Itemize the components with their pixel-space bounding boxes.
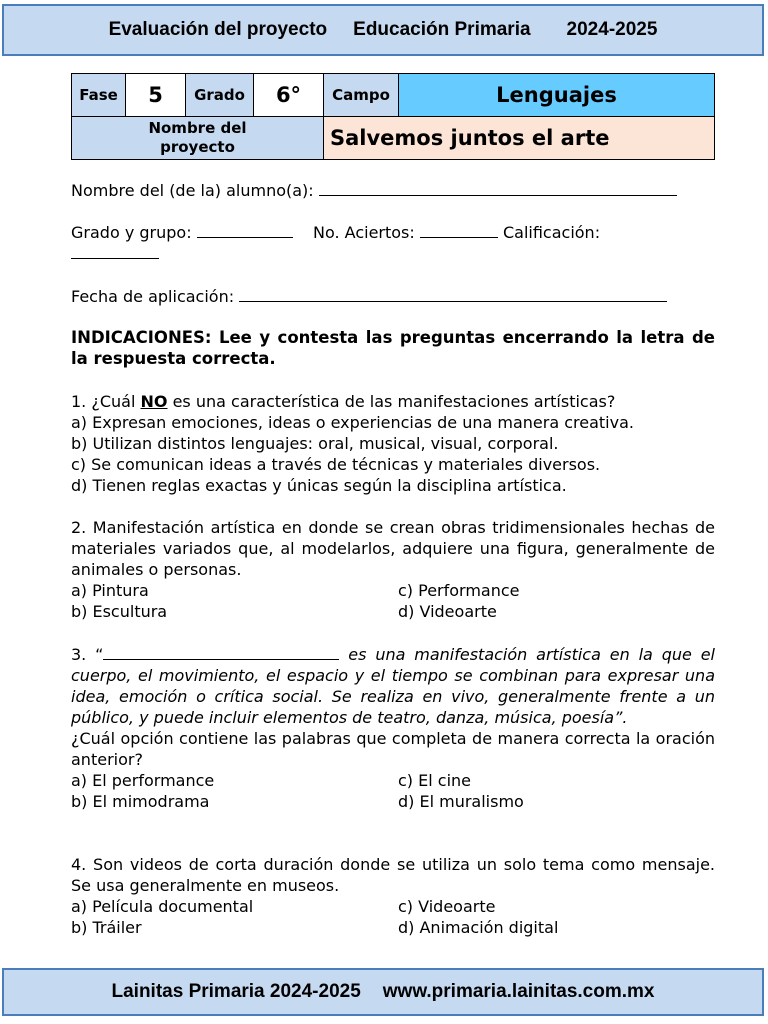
grado-grupo-label: Grado y grupo: — [71, 223, 192, 242]
q3-blank[interactable] — [103, 644, 339, 660]
q1-option-c[interactable]: c) Se comunican ideas a través de técnicas y materiales diversos. — [71, 455, 601, 474]
footer-brand: Lainitas Primaria 2024-2025 — [111, 981, 361, 1002]
question-1 — [71, 391, 715, 496]
grado-value: 6° — [254, 74, 324, 117]
proyecto-value: Salvemos juntos el arte — [324, 117, 715, 160]
grado-grupo-line — [71, 222, 715, 264]
q2-option-b[interactable]: b) Escultura — [71, 602, 168, 621]
q2-option-a[interactable]: a) Pintura — [71, 581, 149, 600]
footer-url[interactable]: www.primaria.lainitas.com.mx — [382, 981, 655, 1002]
q3-open: 3. “ — [71, 645, 104, 664]
alumno-label: Nombre del (de la) alumno(a): — [71, 181, 314, 200]
alumno-blank[interactable] — [319, 180, 677, 196]
q1-emphasis: NO — [140, 392, 168, 411]
q2-option-d[interactable]: d) Videoarte — [398, 602, 497, 621]
proyecto-label: Nombre del proyecto — [72, 117, 324, 160]
q1-option-b[interactable]: b) Utilizan distintos lenguajes: oral, musical, visual, corporal. — [71, 434, 559, 453]
header-banner — [2, 4, 764, 56]
q4-option-a[interactable]: a) Película documental — [71, 897, 254, 916]
q4-option-d[interactable]: d) Animación digital — [398, 918, 559, 937]
q3-option-a[interactable]: a) El performance — [71, 771, 215, 790]
q3-option-c[interactable]: c) El cine — [398, 771, 471, 790]
aciertos-blank[interactable] — [420, 222, 498, 238]
q1-text-pre: 1. ¿Cuál — [71, 392, 141, 411]
instructions: INDICACIONES: Lee y contesta las preguntas encerrando la letra de la respuesta correcta. — [71, 328, 715, 368]
header-title: Evaluación del proyecto — [108, 19, 328, 40]
fecha-label: Fecha de aplicación: — [71, 287, 235, 306]
q3-statement: es una manifestación artística en la que el cuerpo, el movimiento, el espacio y el tiempo se combinan para expresar una idea, emoción o crítica social. Se realiza en vivo, generalmente frente a un público, y puede incluir elementos de teatro, danza, música, poesía”. — [71, 645, 716, 727]
fase-value: 5 — [126, 74, 186, 117]
q2-text: 2. Manifestación artística en donde se crean obras tridimensionales hechas de materiales variados que, al modelarlos, adquiere una figura, generalmente de animales o personas. — [71, 518, 715, 579]
calificacion-blank[interactable] — [71, 243, 159, 259]
grado-grupo-blank[interactable] — [197, 222, 293, 238]
q3-option-b[interactable]: b) El mimodrama — [71, 792, 210, 811]
q2-option-c[interactable]: c) Performance — [398, 581, 520, 600]
alumno-line — [71, 180, 715, 201]
header-year: 2024-2025 — [566, 19, 658, 40]
q1-text-post: es una característica de las manifestaciones artísticas? — [167, 392, 616, 411]
q1-option-d[interactable]: d) Tienen reglas exactas y únicas según la disciplina artística. — [71, 476, 567, 495]
q3-option-d[interactable]: d) El muralismo — [398, 792, 524, 811]
grado-label: Grado — [186, 74, 254, 117]
fecha-line — [71, 286, 715, 307]
aciertos-label: No. Aciertos: — [313, 223, 415, 242]
fase-label: Fase — [72, 74, 126, 117]
q4-option-c[interactable]: c) Videoarte — [398, 897, 496, 916]
campo-value: Lenguajes — [399, 74, 715, 117]
header-level: Educación Primaria — [353, 19, 531, 40]
q3-text: ¿Cuál opción contiene las palabras que completa de manera correcta la oración anterior? — [71, 729, 715, 769]
fecha-blank[interactable] — [239, 286, 667, 302]
footer-banner — [2, 968, 764, 1016]
campo-label: Campo — [324, 74, 399, 117]
q4-text: 4. Son videos de corta duración donde se utiliza un solo tema como mensaje. Se usa generalmente en museos. — [71, 855, 715, 895]
q4-option-b[interactable]: b) Tráiler — [71, 918, 142, 937]
question-4 — [71, 854, 715, 938]
question-2 — [71, 517, 715, 622]
info-table — [71, 73, 715, 160]
question-3 — [71, 644, 715, 812]
q1-option-a[interactable]: a) Expresan emociones, ideas o experiencias de una manera creativa. — [71, 413, 634, 432]
calificacion-label: Calificación: — [502, 223, 601, 242]
